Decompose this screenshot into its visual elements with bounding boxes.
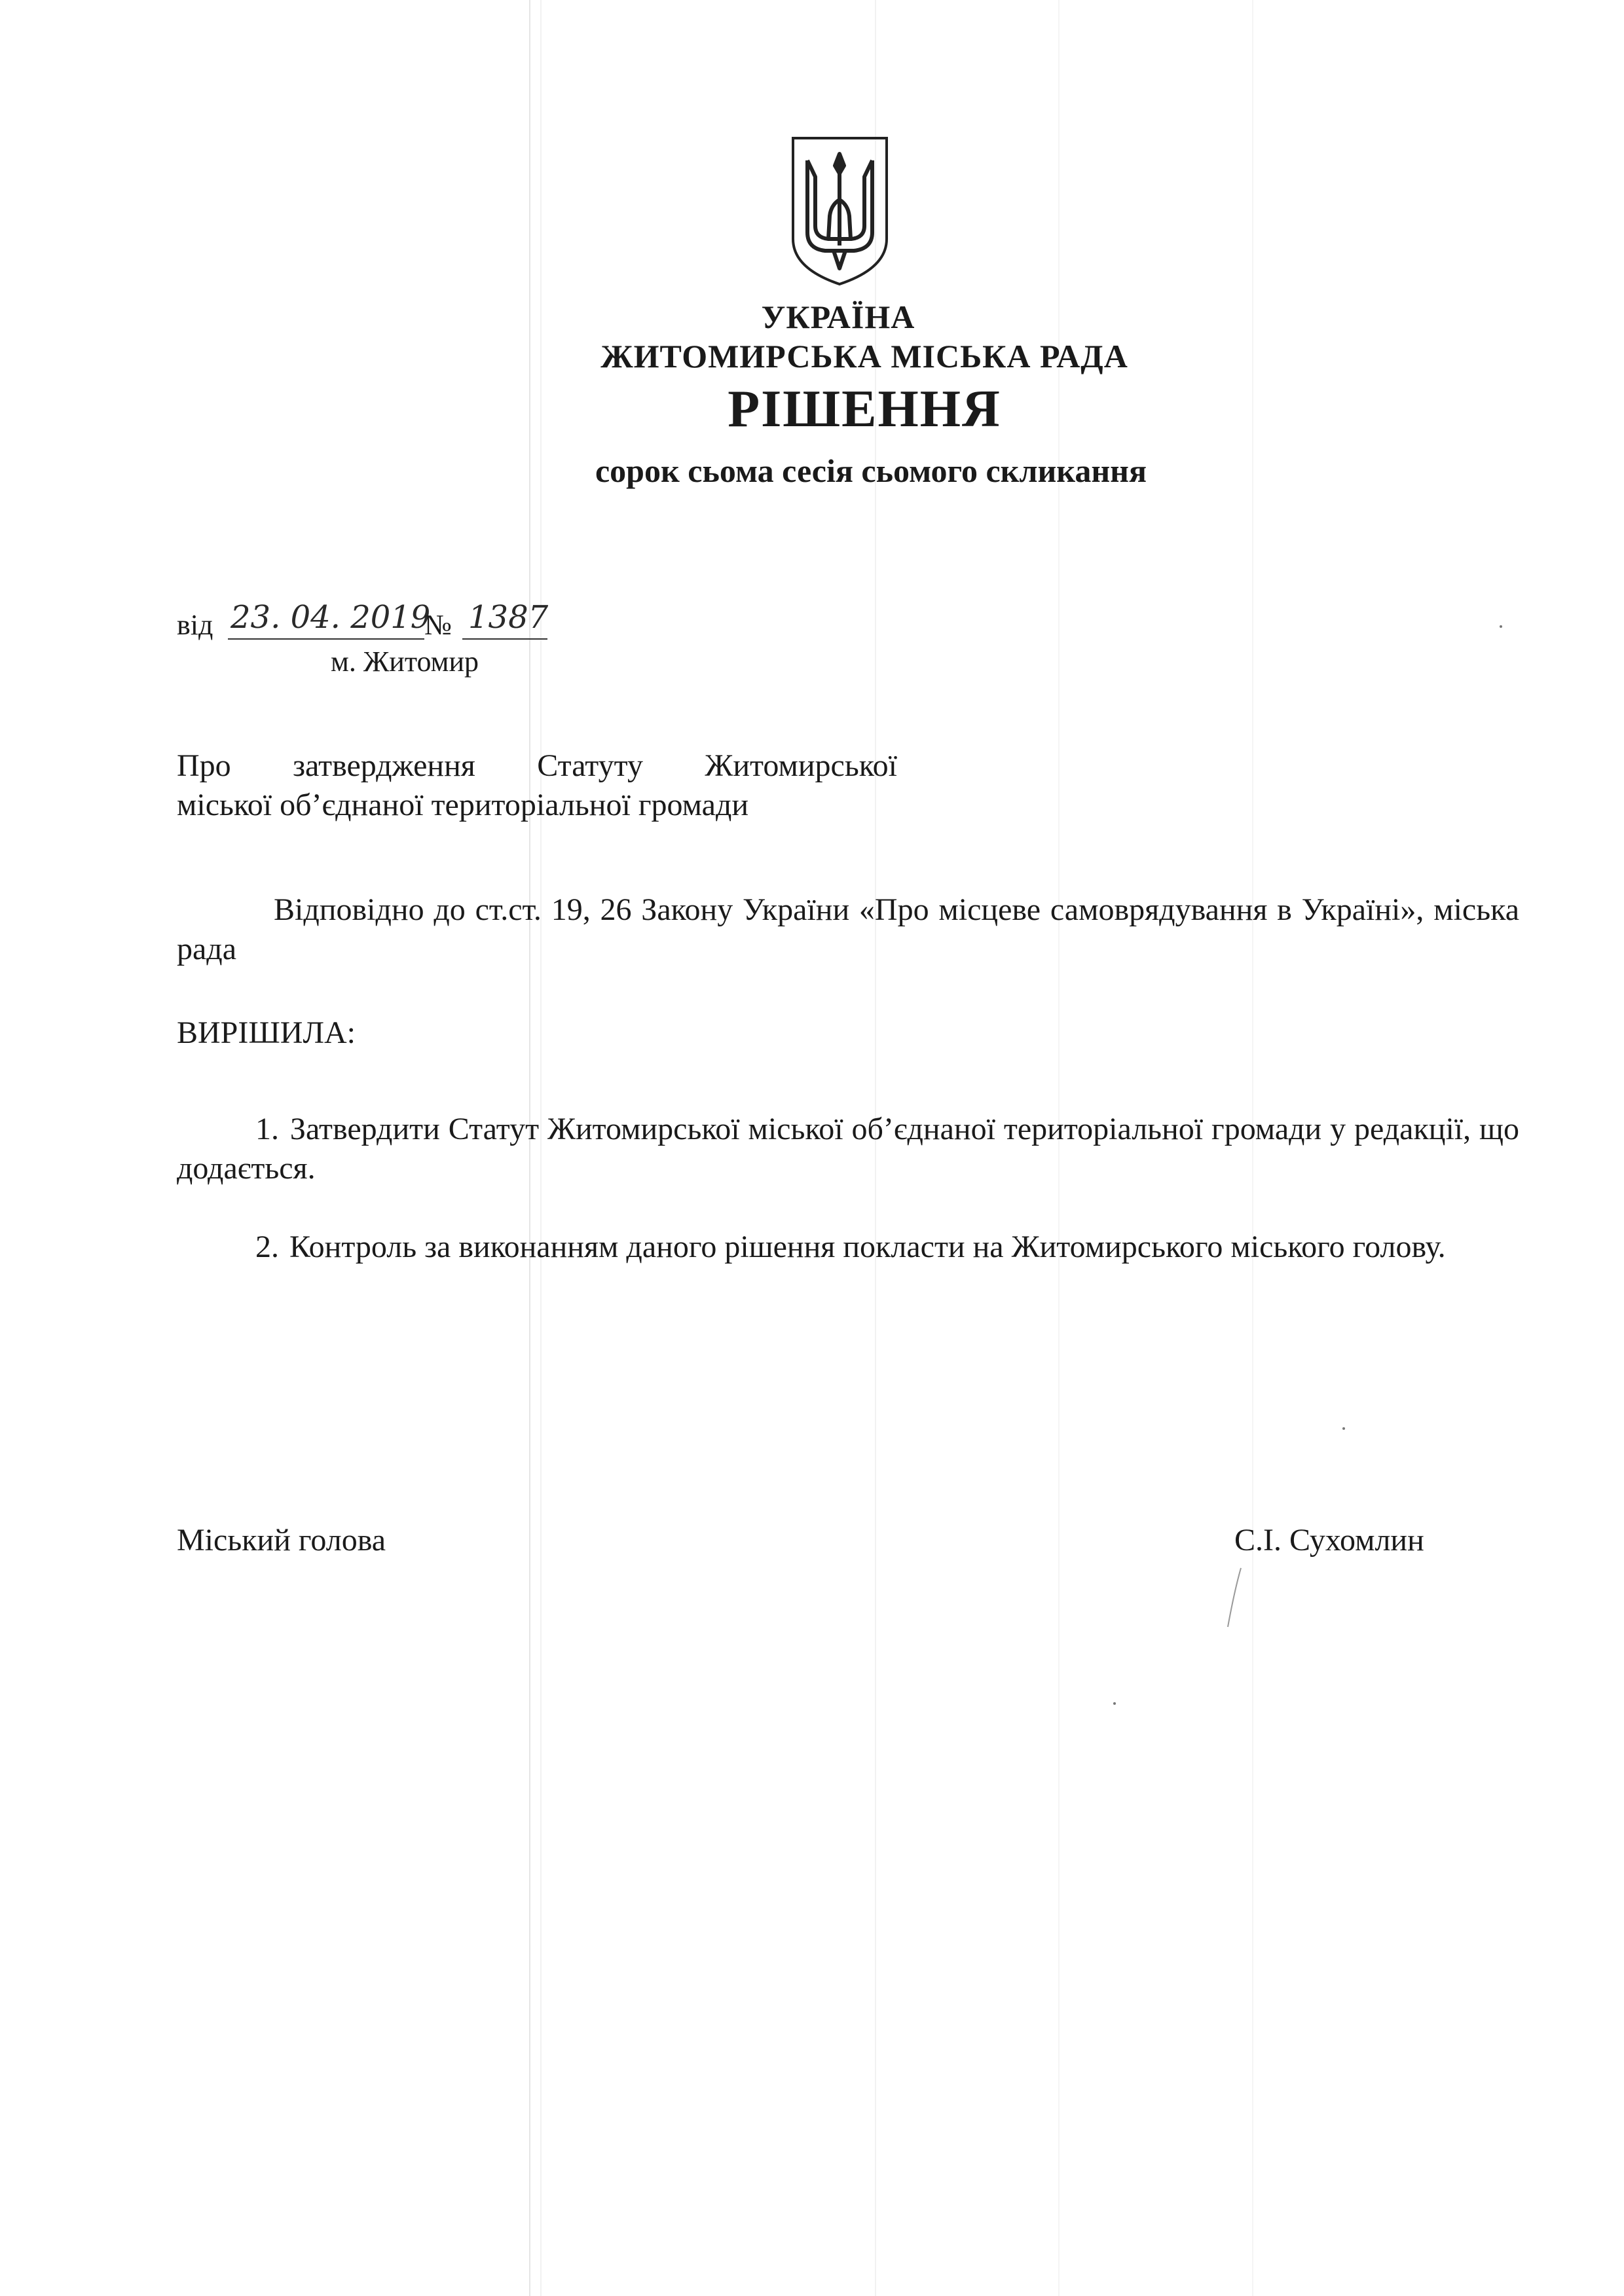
subject-word: Статуту bbox=[537, 748, 643, 783]
decision-subject bbox=[177, 746, 897, 825]
subject-word: Житомирської bbox=[705, 748, 897, 783]
subject-line-2: міської об’єднаної територіальної громади bbox=[177, 788, 749, 822]
resolved-heading: ВИРІШИЛА: bbox=[177, 1015, 356, 1050]
scan-speck bbox=[1342, 1427, 1345, 1430]
legal-basis-paragraph: Відповідно до ст.ст. 19, 26 Закону України «Про місцеве самоврядування в Україні», міська рада bbox=[177, 892, 1519, 966]
signature-stroke bbox=[1215, 1565, 1254, 1630]
handwritten-number: 1387 bbox=[468, 599, 549, 636]
handwritten-date: 23. 04. 2019 bbox=[231, 599, 431, 636]
item-text: Затвердити Статут Житомирської міської об’єднаної територіальної громади у редакції, що додається. bbox=[177, 1112, 1519, 1186]
resolution-item bbox=[177, 1228, 1519, 1267]
item-number: 2. bbox=[255, 1230, 279, 1264]
subject-line-1 bbox=[177, 746, 897, 786]
item-number: 1. bbox=[255, 1112, 279, 1146]
scan-speck bbox=[1113, 1702, 1116, 1705]
number-underline bbox=[462, 638, 547, 640]
council-heading: ЖИТОМИРСЬКА МІСЬКА РАДА bbox=[600, 338, 1128, 374]
document-type-heading: РІШЕННЯ bbox=[728, 380, 1001, 438]
item-text: Контроль за виконанням даного рішення покласти на Житомирського міського голову. bbox=[289, 1230, 1446, 1264]
city-label: м. Житомир bbox=[331, 646, 479, 678]
country-heading: УКРАЇНА bbox=[761, 299, 915, 335]
number-prefix-label: № bbox=[424, 609, 452, 641]
subject-word: Про bbox=[177, 748, 231, 783]
signatory-name: С.І. Сухомлин bbox=[1234, 1523, 1424, 1558]
session-subtitle: сорок сьома сесія сьомого скликання bbox=[595, 452, 1147, 489]
date-underline bbox=[228, 638, 424, 640]
scan-speck bbox=[1500, 625, 1502, 628]
subject-word: затвердження bbox=[293, 748, 475, 783]
trident-coat-of-arms-icon bbox=[789, 134, 891, 288]
date-prefix-label: від bbox=[177, 609, 213, 641]
resolution-item bbox=[177, 1110, 1519, 1188]
signatory-title: Міський голова bbox=[177, 1523, 386, 1558]
